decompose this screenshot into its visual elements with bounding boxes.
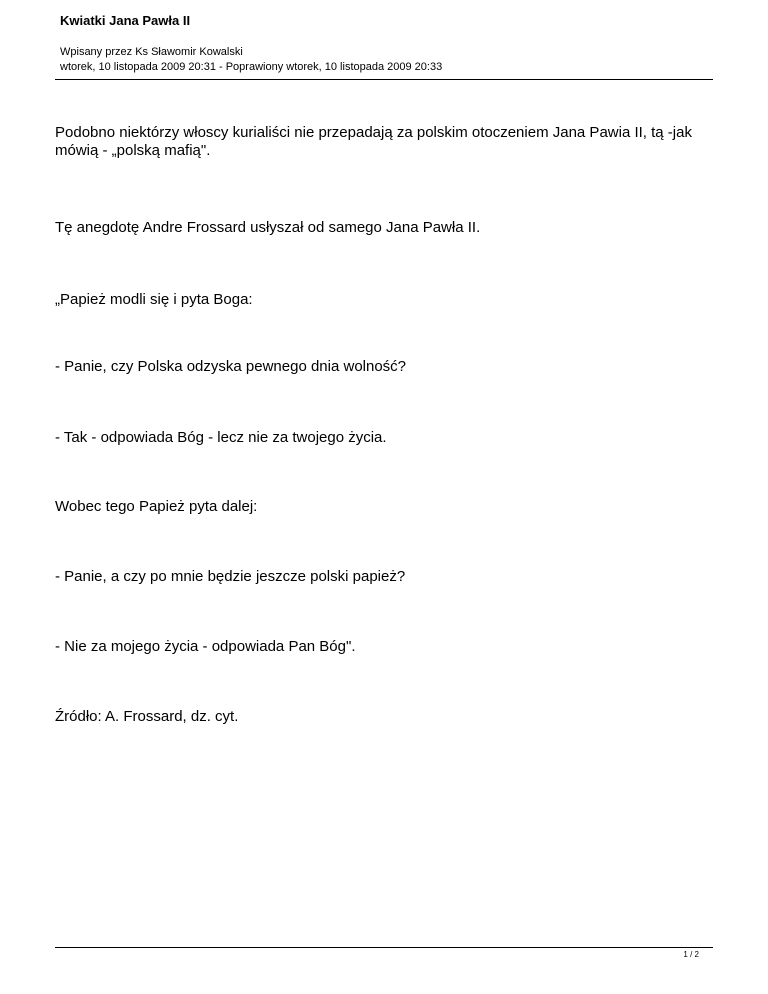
author-line: Wpisany przez Ks Sławomir Kowalski bbox=[60, 46, 243, 58]
footer-divider bbox=[55, 947, 713, 948]
article-paragraph: - Tak - odpowiada Bóg - lecz nie za twojego życia. bbox=[55, 429, 387, 446]
article-paragraph: - Panie, czy Polska odzyska pewnego dnia wolność? bbox=[55, 358, 407, 375]
page-number: 1 / 2 bbox=[683, 950, 699, 959]
article-paragraph: „Papież modli się i pyta Boga: bbox=[55, 291, 253, 308]
page-title: Kwiatki Jana Pawła II bbox=[60, 13, 191, 28]
header-divider bbox=[55, 79, 713, 80]
article-paragraph: Podobno niektórzy włoscy kurialiści nie przepadają za polskim otoczeniem Jana Pawia II, tą -jak mówią - „polską mafią". bbox=[55, 124, 692, 159]
article-paragraph: - Panie, a czy po mnie będzie jeszcze polski papież? bbox=[55, 568, 406, 585]
date-line: wtorek, 10 listopada 2009 20:31 - Poprawiony wtorek, 10 listopada 2009 20:33 bbox=[60, 61, 443, 73]
article-paragraph: Źródło: A. Frossard, dz. cyt. bbox=[55, 708, 239, 725]
article-paragraph: Wobec tego Papież pyta dalej: bbox=[55, 498, 258, 515]
article-paragraph: - Nie za mojego życia - odpowiada Pan Bóg". bbox=[55, 638, 356, 655]
article-paragraph: Tę anegdotę Andre Frossard usłyszał od samego Jana Pawła II. bbox=[55, 219, 481, 236]
